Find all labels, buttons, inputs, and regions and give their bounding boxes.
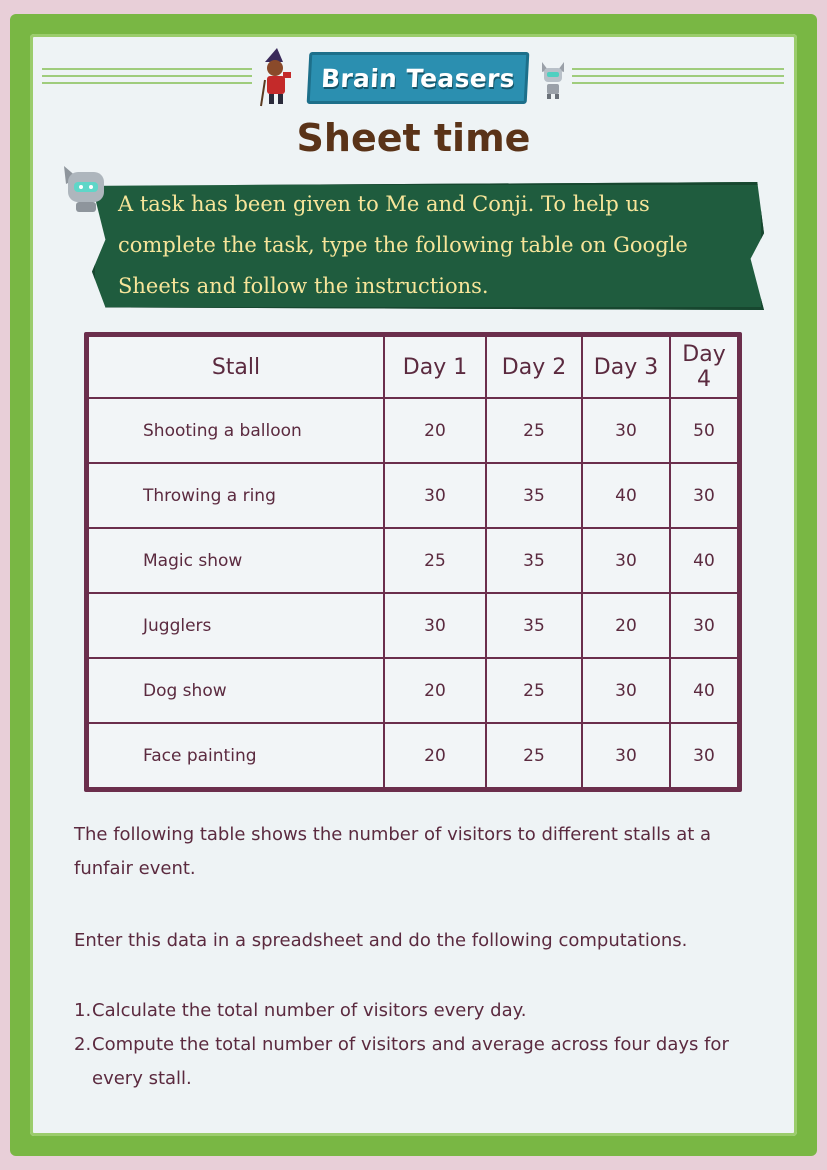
visitors-table <box>84 332 742 792</box>
stall-name: Throwing a ring <box>88 463 384 528</box>
table-header-row <box>88 336 738 398</box>
badge-label: Brain Teasers <box>320 63 516 93</box>
visitor-count: 40 <box>582 463 670 528</box>
column-header-day-1: Day 1 <box>384 336 486 398</box>
page-title: Sheet time <box>296 116 531 160</box>
list-text: Calculate the total number of visitors every day. <box>92 1000 527 1021</box>
header-rule-right <box>572 68 784 90</box>
stall-name: Magic show <box>88 528 384 593</box>
list-text: Compute the total number of visitors and average across four days for every stall. <box>92 1034 729 1089</box>
visitor-count: 30 <box>384 463 486 528</box>
list-item <box>74 1028 764 1096</box>
intro-text: A task has been given to Me and Conji. To help us complete the task, type the following table on Google Sheets and follow the instructions. <box>118 192 688 298</box>
stall-name: Shooting a balloon <box>88 398 384 463</box>
table-description: The following table shows the number of visitors to different stalls at a funfair event. <box>74 824 712 879</box>
visitor-count: 20 <box>384 398 486 463</box>
stall-name: Dog show <box>88 658 384 723</box>
visitor-count: 50 <box>670 398 738 463</box>
list-number: 1. <box>74 1000 92 1021</box>
stall-name: Jugglers <box>88 593 384 658</box>
visitor-count: 25 <box>486 723 582 788</box>
column-header-day-2: Day 2 <box>486 336 582 398</box>
header-rule-left <box>42 68 252 90</box>
visitor-count: 35 <box>486 593 582 658</box>
visitor-count: 30 <box>670 463 738 528</box>
visitor-count: 25 <box>486 398 582 463</box>
visitor-count: 30 <box>582 528 670 593</box>
visitor-count: 30 <box>582 658 670 723</box>
visitor-count: 20 <box>582 593 670 658</box>
visitor-count: 25 <box>486 658 582 723</box>
visitor-count: 20 <box>384 723 486 788</box>
brain-teasers-badge <box>307 52 530 104</box>
visitor-count: 25 <box>384 528 486 593</box>
table-row <box>88 593 738 658</box>
list-item <box>74 994 764 1028</box>
visitor-count: 20 <box>384 658 486 723</box>
table-row <box>88 463 738 528</box>
visitor-count: 30 <box>670 723 738 788</box>
table-row <box>88 723 738 788</box>
visitor-count: 30 <box>582 723 670 788</box>
robot-head-icon <box>58 162 114 222</box>
visitor-count: 40 <box>670 528 738 593</box>
visitor-count: 35 <box>486 528 582 593</box>
column-header-day-4: Day 4 <box>670 336 738 398</box>
visitor-count: 30 <box>582 398 670 463</box>
visitor-count: 40 <box>670 658 738 723</box>
instruction-list <box>74 994 764 1096</box>
stall-name: Face painting <box>88 723 384 788</box>
column-header-stall: Stall <box>88 336 384 398</box>
visitor-count: 30 <box>670 593 738 658</box>
visitor-count: 30 <box>384 593 486 658</box>
table-row <box>88 528 738 593</box>
spreadsheet-instruction: Enter this data in a spreadsheet and do the following computations. <box>74 930 688 951</box>
robot-character-icon <box>538 60 568 100</box>
visitor-count: 35 <box>486 463 582 528</box>
list-number: 2. <box>74 1034 92 1055</box>
column-header-day-3: Day 3 <box>582 336 670 398</box>
table-row <box>88 658 738 723</box>
table-row <box>88 398 738 463</box>
wizard-character-icon <box>257 48 297 108</box>
